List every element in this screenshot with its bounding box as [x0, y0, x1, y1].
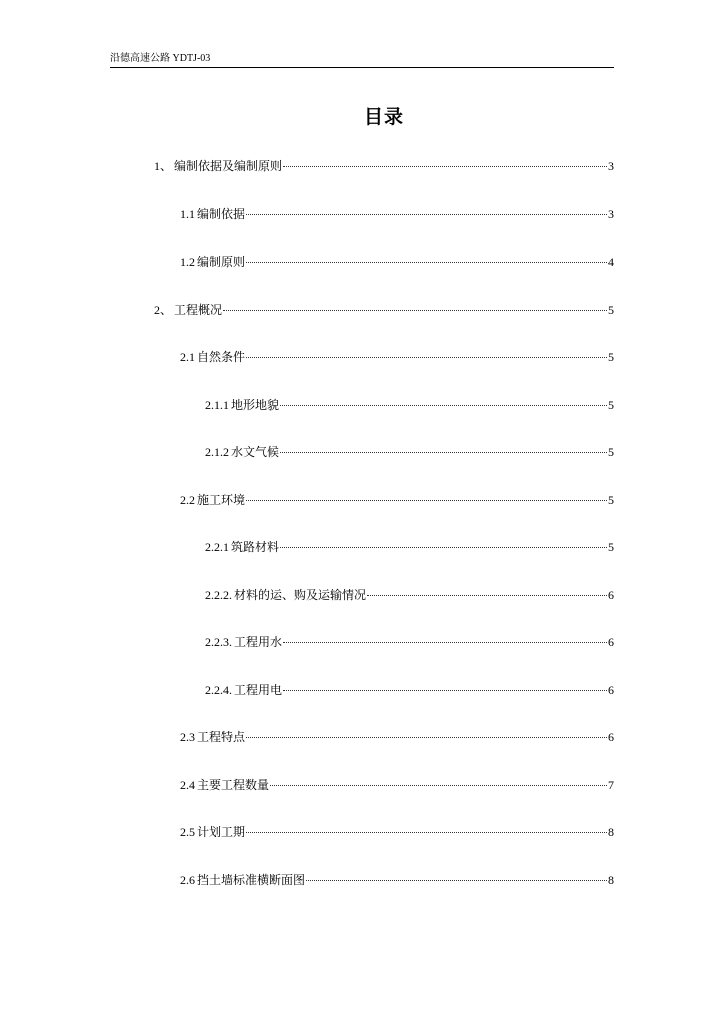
- toc-entry-number: 2.5: [180, 825, 195, 839]
- toc-title: 目录: [363, 106, 404, 128]
- toc-entry-page: 6: [608, 588, 614, 602]
- toc-entry-page: 3: [608, 159, 614, 173]
- toc-entry[interactable]: [180, 206, 614, 222]
- toc-entry-page: 7: [608, 778, 614, 792]
- toc-entry[interactable]: [180, 777, 614, 793]
- toc-dot-leader: [246, 832, 607, 833]
- toc-entry-title: 编制依据及编制原则: [174, 159, 283, 173]
- toc-dot-leader: [283, 166, 607, 167]
- toc-entry-title: 材料的运、购及运输情况: [234, 588, 367, 602]
- toc-dot-leader: [246, 262, 607, 263]
- toc-entry-page: 6: [608, 683, 614, 697]
- toc-entry[interactable]: [180, 492, 614, 508]
- toc-entry-page: 5: [608, 493, 614, 507]
- page-header: 沿德高速公路 YDTJ-03: [110, 53, 211, 64]
- toc-dot-leader: [283, 690, 607, 691]
- toc-entry[interactable]: [205, 444, 614, 460]
- toc-entry-number: 2.1.1: [205, 398, 229, 412]
- toc-entry-number: 2.3: [180, 730, 195, 744]
- toc-entry-page: 8: [608, 873, 614, 887]
- toc-dot-leader: [223, 310, 607, 311]
- toc-dot-leader: [280, 405, 607, 406]
- toc-entry[interactable]: [180, 349, 614, 365]
- toc-entry-page: 6: [608, 635, 614, 649]
- toc-entry-title: 工程用电: [234, 683, 283, 697]
- toc-entry-page: 4: [608, 255, 614, 269]
- toc-entry-page: 5: [608, 540, 614, 554]
- toc-entry-title: 挡土墙标准横断面图: [197, 873, 306, 887]
- toc-dot-leader: [280, 452, 607, 453]
- toc-entry-number: 2.1.2: [205, 445, 229, 459]
- toc-dot-leader: [246, 737, 607, 738]
- header-rule: [110, 67, 614, 68]
- toc-entry[interactable]: [180, 729, 614, 745]
- toc-dot-leader: [246, 500, 607, 501]
- toc-entry-number: 1.2: [180, 255, 195, 269]
- toc-entry-title: 筑路材料: [231, 540, 280, 554]
- toc-entry-number: 2.2.4.: [205, 683, 232, 697]
- toc-entry-title: 工程概况: [174, 303, 223, 317]
- toc-dot-leader: [246, 214, 607, 215]
- toc-entry-number: 2.1: [180, 350, 195, 364]
- toc-entry-page: 5: [608, 398, 614, 412]
- toc-entry[interactable]: [154, 302, 614, 318]
- toc-dot-leader: [283, 642, 607, 643]
- toc-entry[interactable]: [180, 824, 614, 840]
- toc-entry-title: 水文气候: [231, 445, 280, 459]
- toc-entry[interactable]: [205, 682, 614, 698]
- toc-entry-number: 2.2.3.: [205, 635, 232, 649]
- toc-entry-page: 6: [608, 730, 614, 744]
- toc-entry-title: 工程特点: [197, 730, 246, 744]
- toc-entry[interactable]: [180, 872, 614, 888]
- toc-entry[interactable]: [205, 397, 614, 413]
- toc-entry[interactable]: [205, 539, 614, 555]
- toc-entry-number: 2.2.2.: [205, 588, 232, 602]
- toc-dot-leader: [367, 595, 607, 596]
- toc-entry[interactable]: [205, 634, 614, 650]
- toc-entry-title: 施工环境: [197, 493, 246, 507]
- toc-entry-number: 2.2.1: [205, 540, 229, 554]
- toc-entry-title: 编制原则: [197, 255, 246, 269]
- toc-entry-number: 1.1: [180, 207, 195, 221]
- toc-entry-page: 5: [608, 350, 614, 364]
- toc-entry-page: 8: [608, 825, 614, 839]
- toc-dot-leader: [270, 785, 607, 786]
- toc-dot-leader: [246, 357, 607, 358]
- toc-entry-number: 2、: [154, 303, 173, 317]
- toc-entry-number: 2.2: [180, 493, 195, 507]
- toc-entry-number: 2.6: [180, 873, 195, 887]
- toc-entry-title: 地形地貌: [231, 398, 280, 412]
- toc-entry-title: 主要工程数量: [197, 778, 270, 792]
- toc-entry[interactable]: [205, 587, 614, 603]
- toc-entry-number: 1、: [154, 159, 173, 173]
- toc-dot-leader: [306, 880, 607, 881]
- toc-entry-title: 计划工期: [197, 825, 246, 839]
- toc-entry[interactable]: [180, 254, 614, 270]
- toc-entry-page: 5: [608, 445, 614, 459]
- toc-entry-title: 工程用水: [234, 635, 283, 649]
- toc-entry-number: 2.4: [180, 778, 195, 792]
- toc-entry-title: 自然条件: [197, 350, 246, 364]
- toc-entry[interactable]: [154, 158, 614, 174]
- toc-entry-title: 编制依据: [197, 207, 246, 221]
- toc-dot-leader: [280, 547, 607, 548]
- toc-entry-page: 5: [608, 303, 614, 317]
- toc-entry-page: 3: [608, 207, 614, 221]
